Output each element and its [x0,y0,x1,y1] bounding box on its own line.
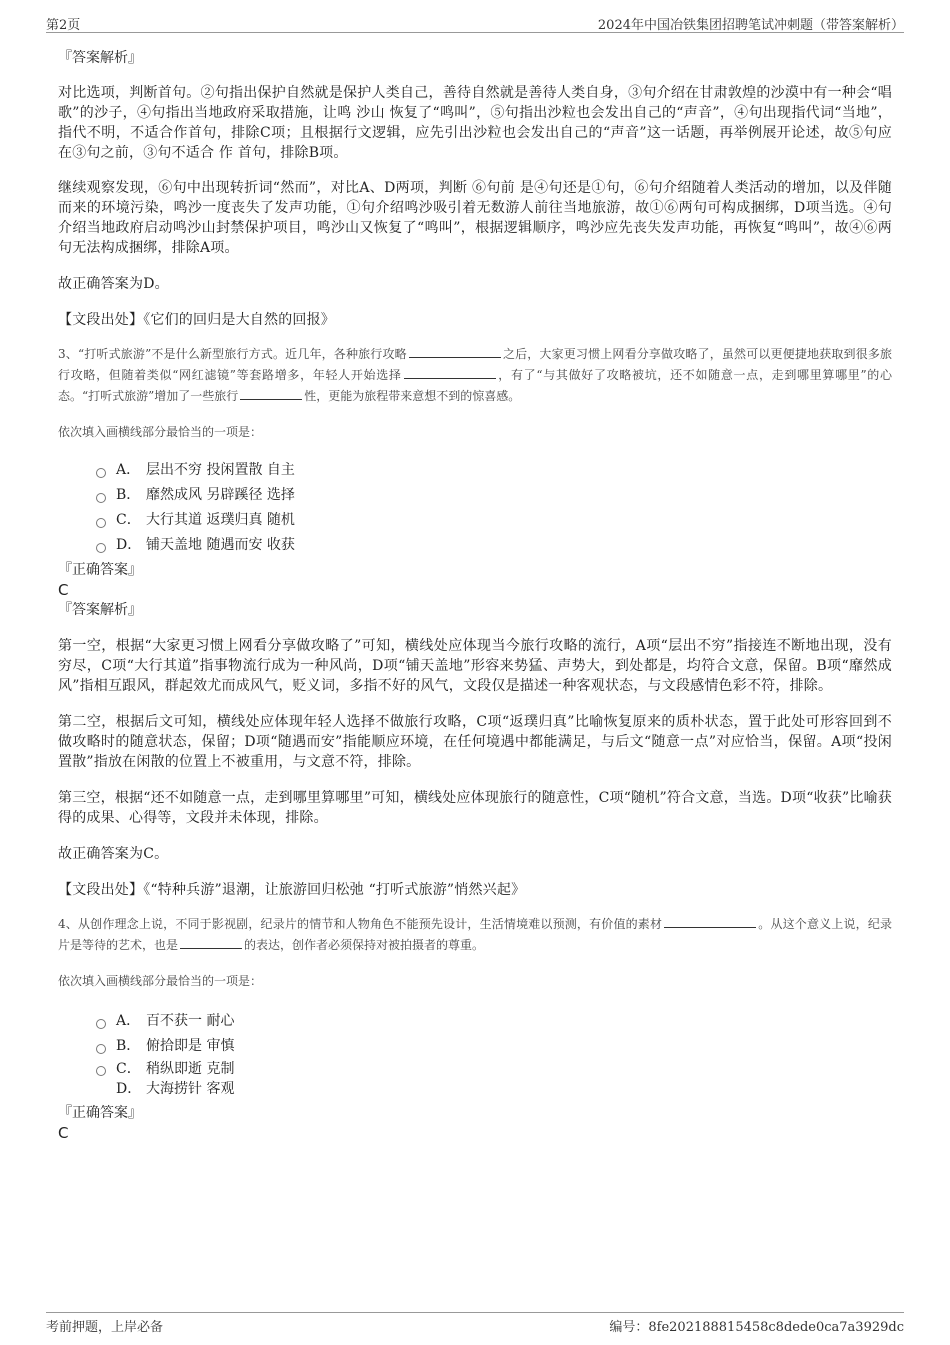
q4-blank-1 [664,915,756,928]
q4-options [58,1009,892,1099]
radio-icon[interactable] [96,518,106,528]
page-number: 第2页 [46,18,81,33]
q3-blank-2 [404,366,496,379]
q4-option-b[interactable]: B． 俯拾即是 审慎 [96,1034,892,1059]
q3-stem: 3、“打听式旅游”不是什么新型旅行方式。近几年，各种旅行攻略 之后，大家更习惯上网看分享做攻略了，虽然可以更便捷地获取到很多旅行攻略，但随着类似“网红滤镜”等套路增多，年轻人开始选择 ，有了“与其做好了攻略被坑，还不如随意一点，走到哪里算哪里”的心态。“打听式旅游”增加了一些旅行 性，更能为旅程带来意想不到的惊喜感。 [58,347,892,403]
q3-analysis-label: 『答案解析』 [58,602,142,618]
q3-option-a[interactable]: A． 层出不穷 投闲置散 自主 [96,458,892,483]
q4-option-a[interactable]: A． 百不获一 耐心 [96,1009,892,1034]
q3-conclusion: 故正确答案为C。 [58,846,169,862]
footer-slogan: 考前押题，上岸必备 [46,1320,164,1335]
q3-options [58,458,892,558]
q4-prompt: 依次填入画横线部分最恰当的一项是： [58,974,263,988]
radio-icon[interactable] [96,1019,106,1029]
q4-stem: 4、从创作理念上说，不同于影视剧，纪录片的情节和人物角色不能预先设计，生活情境难以预测，有价值的素材 。从这个意义上说，纪录片是等待的艺术，也是 的表达，创作者必须保持对被拍摄者的尊重。 [58,917,892,952]
page-header [46,12,904,33]
q3-answer-label: 『正确答案』 [58,562,142,578]
q3-analysis-para-2: 第二空，根据后文可知，横线处应体现年轻人选择不做旅行攻略，C项“返璞归真”比喻恢复原来的质朴状态，置于此处可形容回到不做攻略时的随意状态，保留；D项“随遇而安”指能顺应环境，在任何境遇中都能满足，与后文“随意一点”对应恰当，保留。A项“投闲置散”指放在闲散的位置上不被重用，与文意不符，排除。 [58,714,892,770]
q3-prompt: 依次填入画横线部分最恰当的一项是： [58,425,263,439]
document-title: 2024年中国冶铁集团招聘笔试冲刺题（带答案解析） [597,18,904,33]
q2-conclusion: 故正确答案为D。 [58,276,169,292]
q4-option-c[interactable]: C． 稍纵即逝 克制 [96,1059,892,1079]
radio-icon[interactable] [96,1044,106,1054]
q3-answer: C [58,581,69,599]
q4-blank-2 [180,936,242,949]
q3-blank-1 [409,345,501,358]
q4-answer: C [58,1124,69,1142]
q3-option-d[interactable]: D． 铺天盖地 随遇而安 收获 [96,533,892,558]
page-footer [46,1312,904,1335]
radio-icon[interactable] [96,1066,106,1076]
q3-analysis-para-1: 第一空，根据“大家更习惯上网看分享做攻略了”可知，横线处应体现当今旅行攻略的流行，A项“层出不穷”指接连不断地出现，没有穷尽，C项“大行其道”指事物流行成为一种风尚，D项“铺天盖地”形容来势猛、声势大，到处都是，均符合文意，保留。B项“靡然成风”指相互跟风，群起效尤而成风气，贬义词，多指不好的风气，文段仅是描述一种客观状态，与文段感情色彩不符，排除。 [58,638,892,694]
q4-option-d[interactable]: D． 大海捞针 客观 [116,1081,235,1097]
main-content [58,44,892,1143]
q2-source: 【文段出处】《它们的回归是大自然的回报》 [58,312,335,328]
radio-icon[interactable] [96,543,106,553]
q3-analysis-para-3: 第三空，根据“还不如随意一点，走到哪里算哪里”可知，横线处应体现旅行的随意性，C项“随机”符合文意，当选。D项“收获”比喻获得的成果、心得等，文段并未体现，排除。 [58,790,892,826]
footer-serial: 编号：8fe202188815458c8dede0ca7a3929dc [609,1320,904,1335]
q3-source: 【文段出处】《“特种兵游”退潮，让旅游回归松弛 “打听式旅游”悄然兴起》 [58,882,526,898]
q2-analysis-label: 『答案解析』 [58,50,142,66]
q2-analysis-para-2: 继续观察发现，⑥句中出现转折词“然而”，对比A、D两项，判断 ⑥句前 是④句还是①句，⑥句介绍随着人类活动的增加，以及伴随而来的环境污染，鸣沙一度丧失了发声功能，①句介绍鸣沙吸引着无数游人前往当地旅游，故①⑥两句可构成捆绑，D项当选。④句介绍当地政府启动鸣沙山封禁保护项目，鸣沙山又恢复了“鸣叫”，根据逻辑顺序，鸣沙应先丧失发声功能，再恢复“鸣叫”，故④⑥两句无法构成捆绑，排除A项。 [58,180,892,256]
radio-icon[interactable] [96,468,106,478]
q2-analysis-para-1: 对比选项，判断首句。②句指出保护自然就是保护人类自己，善待自然就是善待人类自身，③句介绍在甘肃敦煌的沙漠中有一种会“唱歌”的沙子，④句指出当地政府采取措施，让鸣 沙山 恢复了“鸣叫”，⑤句指出沙粒也会发出自己的“声音”，④句出现指代词“当地”，指代不明，不适合作首句，排除C项；且根据行文逻辑，应先引出沙粒也会发出自己的“声音”这一话题，再举例展开论述，故⑤句应在③句之前，③句不适合 作 首句，排除B项。 [58,85,892,161]
radio-icon[interactable] [96,493,106,503]
q3-blank-3 [240,387,302,400]
q4-answer-label: 『正确答案』 [58,1105,142,1121]
q3-option-b[interactable]: B． 靡然成风 另辟蹊径 选择 [96,483,892,508]
q3-option-c[interactable]: C． 大行其道 返璞归真 随机 [96,508,892,533]
